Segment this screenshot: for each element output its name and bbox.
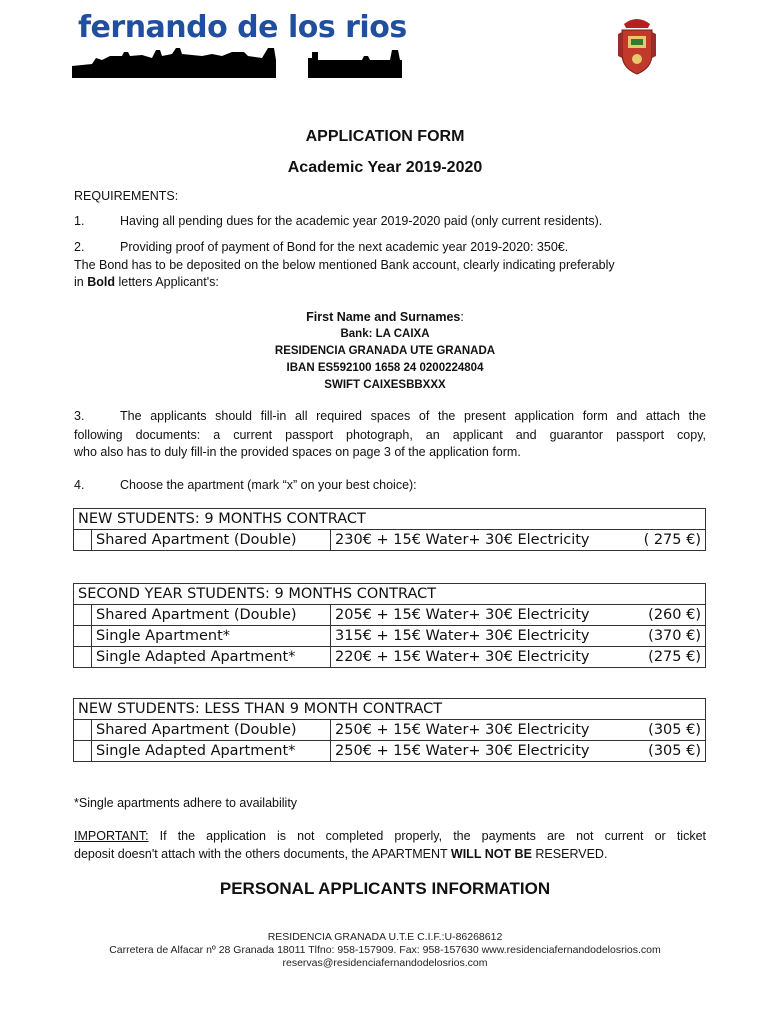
table-heading: NEW STUDENTS: LESS THAN 9 MONTH CONTRACT — [74, 699, 706, 720]
apartment-type: Single Adapted Apartment* — [92, 741, 331, 762]
requirement-3-number: 3. — [74, 409, 85, 423]
price-breakdown: 315€ + 15€ Water+ 30€ Electricity — [335, 628, 590, 644]
price-cell — [331, 530, 706, 551]
availability-note: *Single apartments adhere to availability — [74, 796, 298, 810]
account-holder: RESIDENCIA GRANADA UTE GRANADA — [274, 345, 496, 357]
skyline-logo — [72, 46, 404, 80]
requirement-2-detail-line-1: The Bond has to be deposited on the below mentioned Bank account, clearly indicating preferably — [74, 258, 615, 272]
choice-checkbox[interactable] — [74, 605, 92, 626]
logo-text: fernando de los rios — [78, 10, 407, 45]
table-new-students-9-months — [73, 508, 706, 551]
table-heading-row — [74, 699, 706, 720]
important-line-1 — [74, 828, 706, 846]
important-post: RESERVED. — [535, 847, 608, 861]
price-breakdown: 205€ + 15€ Water+ 30€ Electricity — [335, 607, 590, 623]
important-bold: WILL NOT BE — [450, 847, 532, 861]
form-title: APPLICATION FORM — [305, 128, 465, 145]
price-total: (305 €) — [648, 743, 701, 759]
important-line-2 — [74, 846, 706, 864]
table-row — [74, 647, 706, 668]
bank-names-line — [0, 309, 770, 326]
table-second-year-students — [73, 583, 706, 668]
swift: SWIFT CAIXESBBXXX — [324, 379, 446, 391]
detail-post: letters Applicant's: — [118, 275, 219, 289]
important-pre: deposit doesn't attach with the others documents, the APARTMENT — [74, 847, 448, 861]
table-heading: SECOND YEAR STUDENTS: 9 MONTHS CONTRACT — [74, 584, 706, 605]
price-total: (275 €) — [648, 649, 701, 665]
table-new-students-less-than-9-months — [73, 698, 706, 762]
price-breakdown: 250€ + 15€ Water+ 30€ Electricity — [335, 722, 590, 738]
choice-checkbox[interactable] — [74, 647, 92, 668]
price-cell — [331, 647, 706, 668]
bank-name: Bank: LA CAIXA — [340, 328, 430, 340]
table-row — [74, 720, 706, 741]
academic-year-subtitle: Academic Year 2019-2020 — [287, 159, 483, 176]
choice-checkbox[interactable] — [74, 720, 92, 741]
price-total: (370 €) — [648, 628, 701, 644]
requirement-4-text: Choose the apartment (mark “x” on your best choice): — [120, 478, 417, 492]
price-total: ( 275 €) — [643, 532, 701, 548]
requirement-4-number: 4. — [74, 478, 85, 492]
table-heading-row — [74, 509, 706, 530]
requirement-3-line-1: The applicants should fill-in all required spaces of the present application form and attach the — [120, 409, 706, 423]
price-breakdown: 220€ + 15€ Water+ 30€ Electricity — [335, 649, 590, 665]
coat-of-arms-icon — [614, 14, 660, 76]
price-cell — [331, 741, 706, 762]
requirement-2-detail-line-2 — [74, 274, 706, 292]
bank-names: First Name and Surnames — [306, 310, 461, 324]
footer-company: RESIDENCIA GRANADA U.T.E C.I.F.:U-86268612 — [267, 931, 503, 943]
table-row — [74, 626, 706, 647]
bank-names-colon: : — [460, 310, 464, 324]
detail-bold: Bold — [87, 275, 115, 289]
price-breakdown: 230€ + 15€ Water+ 30€ Electricity — [335, 532, 590, 548]
table-heading-row — [74, 584, 706, 605]
price-cell — [331, 626, 706, 647]
price-total: (305 €) — [648, 722, 701, 738]
price-cell — [331, 720, 706, 741]
important-text: If the application is not completed properly, the payments are not current or ticket — [159, 829, 706, 843]
price-breakdown: 250€ + 15€ Water+ 30€ Electricity — [335, 743, 590, 759]
price-total: (260 €) — [648, 607, 701, 623]
important-label: IMPORTANT: — [74, 829, 149, 843]
table-row — [74, 741, 706, 762]
choice-checkbox[interactable] — [74, 741, 92, 762]
choice-checkbox[interactable] — [74, 626, 92, 647]
price-cell — [331, 605, 706, 626]
requirements-heading: REQUIREMENTS: — [74, 189, 179, 203]
choice-checkbox[interactable] — [74, 530, 92, 551]
table-row — [74, 530, 706, 551]
apartment-type: Shared Apartment (Double) — [92, 720, 331, 741]
requirement-3-line-3: who also has to duly fill-in the provided spaces on page 3 of the application form. — [74, 445, 521, 459]
apartment-type: Shared Apartment (Double) — [92, 530, 331, 551]
personal-info-heading: PERSONAL APPLICANTS INFORMATION — [219, 879, 551, 898]
footer-address: Carretera de Alfacar nº 28 Granada 18011 Tlfno: 958-157909. Fax: 958-157630 www.residenciafernandodelosrios.com — [109, 944, 661, 956]
apartment-type: Single Adapted Apartment* — [92, 647, 331, 668]
iban: IBAN ES592100 1658 24 0200224804 — [286, 362, 484, 374]
requirement-1-number: 1. — [74, 214, 85, 228]
requirement-2-number: 2. — [74, 240, 85, 254]
apartment-type: Shared Apartment (Double) — [92, 605, 331, 626]
requirement-1-text: Having all pending dues for the academic year 2019-2020 paid (only current residents). — [120, 214, 603, 228]
detail-pre: in — [74, 275, 84, 289]
requirement-3-line-2: following documents: a current passport photograph, an applicant and guarantor passport copy, — [74, 428, 706, 442]
table-row — [74, 605, 706, 626]
footer-email: reservas@residenciafernandodelosrios.com — [282, 957, 488, 969]
requirement-2-text: Providing proof of payment of Bond for the next academic year 2019-2020: 350€. — [120, 240, 569, 254]
table-heading: NEW STUDENTS: 9 MONTHS CONTRACT — [74, 509, 706, 530]
apartment-type: Single Apartment* — [92, 626, 331, 647]
